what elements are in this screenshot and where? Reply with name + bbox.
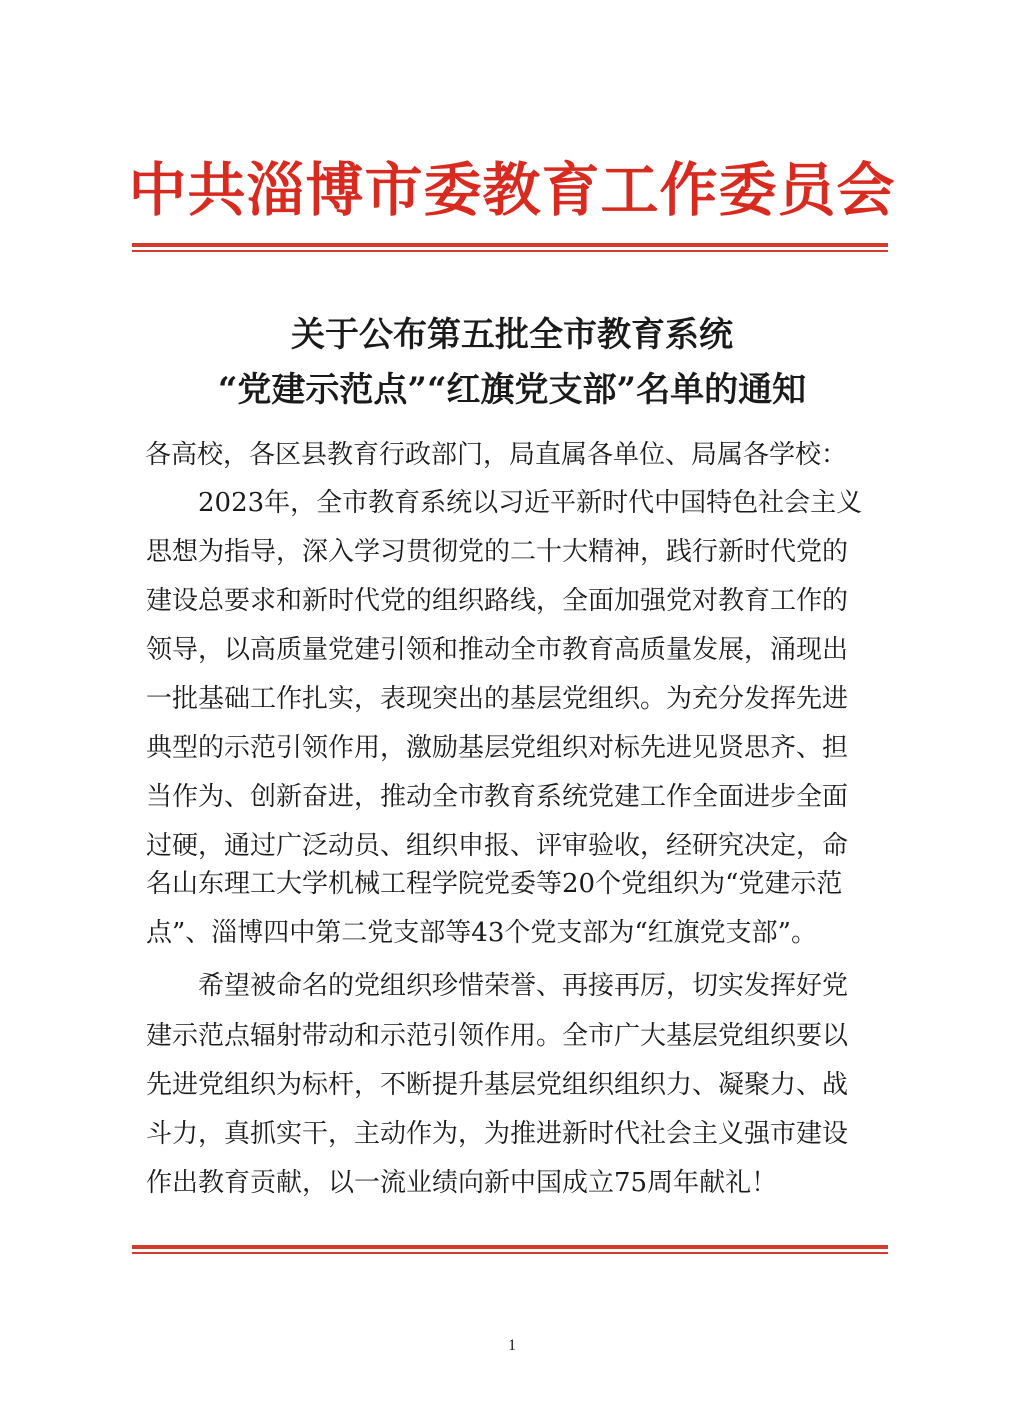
paragraph-2-line: 斗力，真抓实干，主动作为，为推进新时代社会主义强市建设: [146, 1119, 849, 1149]
paragraph-1-line: 一批基础工作扎实，表现突出的基层党组织。为充分发挥先进: [146, 684, 849, 714]
paragraph-2-line: 希望被命名的党组织珍惜荣誉、再接再厉，切实发挥好党: [198, 971, 849, 1001]
paragraph-1-line: 点”、淄博四中第二党支部等43个党支部为“红旗党支部”。: [146, 918, 817, 948]
paragraph-1-line: 名山东理工大学机械工程学院党委等20个党组织为“党建示范: [146, 869, 843, 899]
paragraph-2-line: 先进党组织为标杆，不断提升基层党组织组织力、凝聚力、战: [146, 1070, 849, 1100]
paragraph-1-line: 领导，以高质量党建引领和推动全市教育高质量发展，涌现出: [146, 635, 849, 665]
red-rule-thin: [132, 1252, 888, 1254]
page-number: 1: [508, 1337, 516, 1354]
notice-title-line-2: “党建示范点”“红旗党支部”名单的通知: [217, 370, 807, 410]
red-rule-thin: [132, 250, 888, 252]
paragraph-2-line: 建示范点辐射带动和示范引领作用。全市广大基层党组织要以: [146, 1021, 849, 1051]
masthead-red-rule: [132, 243, 888, 252]
paragraph-1-line: 过硬，通过广泛动员、组织申报、评审验收，经研究决定，命: [146, 831, 849, 861]
paragraph-1-line: 当作为、创新奋进，推动全市教育系统党建工作全面进步全面: [146, 782, 849, 812]
masthead-title: 中共淄博市委教育工作委员会: [128, 156, 896, 224]
salutation: 各高校，各区县教育行政部门，局直属各单位、局属各学校：: [145, 440, 848, 470]
paragraph-1-line: 建设总要求和新时代党的组织路线，全面加强党对教育工作的: [146, 586, 849, 616]
paragraph-2-line: 作出教育贡献，以一流业绩向新中国成立75周年献礼！: [146, 1168, 778, 1198]
paragraph-1-line: 思想为指导，深入学习贯彻党的二十大精神，践行新时代党的: [146, 537, 849, 567]
footer-red-rule: [132, 1245, 888, 1254]
paragraph-1-line: 典型的示范引领作用，激励基层党组织对标先进见贤思齐、担: [146, 733, 849, 763]
notice-title-line-1: 关于公布第五批全市教育系统: [291, 315, 733, 355]
paragraph-1-line: 2023年，全市教育系统以习近平新时代中国特色社会主义: [198, 488, 863, 518]
